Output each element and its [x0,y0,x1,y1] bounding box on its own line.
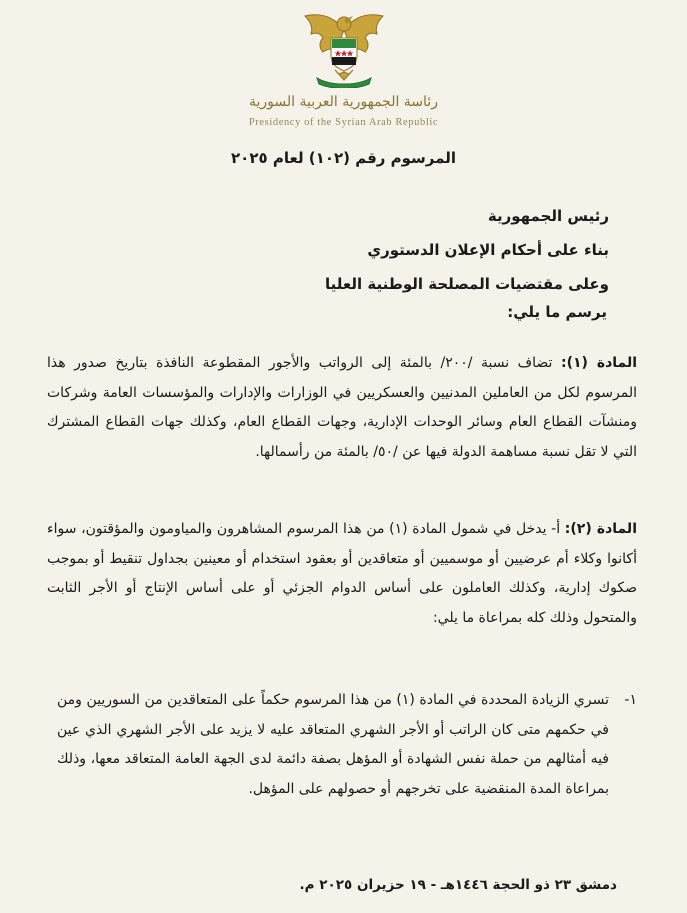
decree-date-footer: دمشق ٢٣ ذو الحجة ١٤٤٦هـ - ١٩ حزيران ٢٠٢٥ م. [299,877,617,893]
syrian-eagle-emblem-icon [295,8,393,88]
article-2-label: المادة (٢): [564,521,637,537]
article-2 [47,515,637,633]
presidency-name-english: Presidency of the Syrian Arab Republic [248,117,439,128]
preamble-line: وعلى مقتضيات المصلحة الوطنية العليا [325,275,609,293]
article-2-text: أ- يدخل في شمول المادة (١) من هذا المرسوم المشاهرون والمياومون والمؤقتون، سواء أكانوا وكلاء أم عرضيين أو موسميين أو متعاقدين أو بعقود استخدام أو معينين بجداول تنقيط أو بموجب صكوك إدارية، وكذلك العاملون على أساس الدوام الجزئي أو على أساس الإنتاج أو الأجر الثابت والمتحول وذلك كله بمراعاة ما يلي: [47,521,637,626]
article-1 [47,349,637,467]
preamble [49,199,609,301]
article-1-label: المادة (١): [560,355,637,371]
clause-1-text: تسري الزيادة المحددة في المادة (١) من هذا المرسوم حكماً على المتعاقدين من السوريين ومن في حكمهم متى كان الراتب أو الأجر الشهري المتعاقد عليه لا يزيد على الأجر الشهري الذي عين فيه أمثالهم من حملة نفس الشهادة أو المؤهل بصفة دائمة لدى الجهة العامة المتعاقد معها، وذلك بمراعاة المدة المنقضية على تخرجهم أو حصولهم على المؤهل. [57,692,610,797]
decrees-label: يرسم ما يلي: [507,303,607,321]
presidency-name-arabic: رئاسة الجمهورية العربية السورية [249,94,438,110]
clause-1-number: ١- [624,692,637,708]
clause-1 [57,686,637,804]
preamble-line: بناء على أحكام الإعلان الدستوري [367,241,609,259]
article-1-text: تضاف نسبة /٢٠٠/ بالمئة إلى الرواتب والأجور المقطوعة النافذة بتاريخ صدور هذا المرسوم لكل من العاملين المدنيين والعسكريين في الوزارات والإدارات والمؤسسات العامة وشركات ومنشآت القطاع العام وسائر الوحدات الإدارية، وجهات القطاع العام، وكذلك جهات القطاع المشترك التي لا تقل نسبة مساهمة الدولة فيها عن /٥٠/ بالمئة من رأسمالها. [47,355,637,460]
decree-title: المرسوم رقم (١٠٢) لعام ٢٠٢٥ [231,149,456,167]
preamble-line: رئيس الجمهورية [487,207,609,225]
